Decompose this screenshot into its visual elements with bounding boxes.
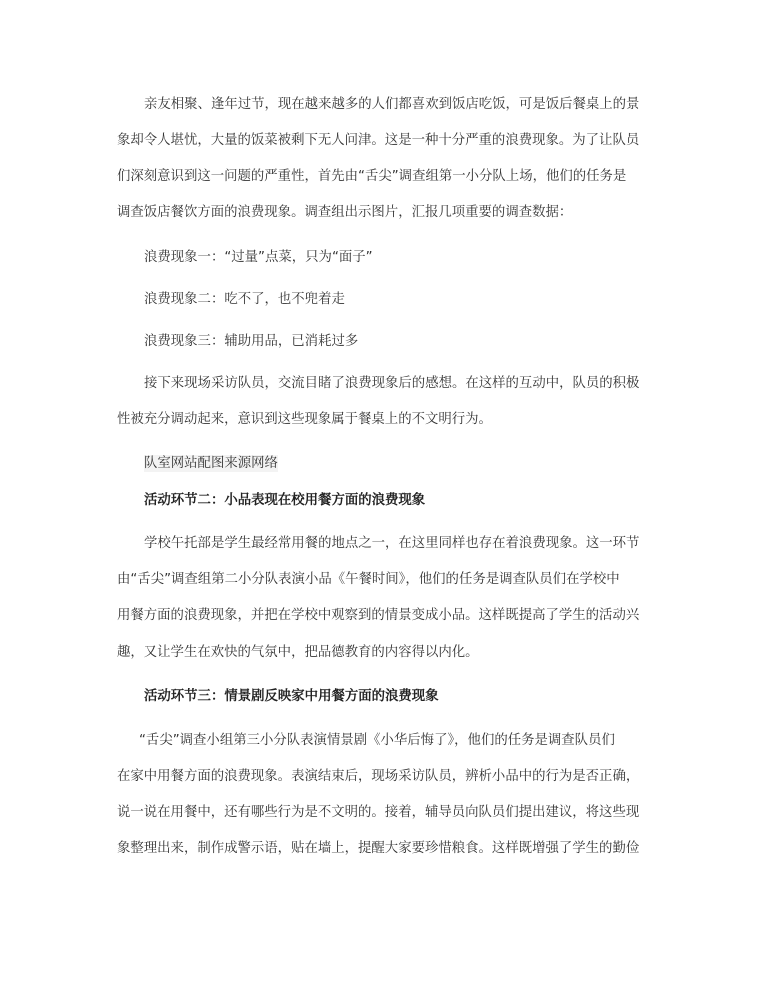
paragraph-line: 由“舌尖”调查组第二小分队表演小品《午餐时间》，他们的任务是调查队员们在学校中 (117, 572, 620, 587)
paragraph-line: 亲友相聚、逢年过节，现在越来越多的人们都喜欢到饭店吃饭，可是饭后餐桌上的景 (144, 97, 640, 112)
paragraph-line: 象整理出来，制作成警示语，贴在墙上，提醒大家要珍惜粮食。这样既增强了学生的勤俭 (117, 841, 640, 856)
paragraph-line: 用餐方面的浪费现象，并把在学校中观察到的情景变成小品。这样既提高了学生的活动兴 (117, 608, 640, 623)
paragraph-line: 学校午托部是学生最经常用餐的地点之一，在这里同样也存在着浪费现象。这一环节 (144, 536, 640, 551)
phenomenon-item: 浪费现象二：吃不了，也不兜着走 (144, 292, 345, 307)
section-heading: 活动环节三：情景剧反映家中用餐方面的浪费现象 (144, 689, 439, 704)
image-caption (144, 455, 689, 473)
paragraph-line: “舌尖”调查小组第三小分队表演情景剧《小华后悔了》，他们的任务是调查队员们 (139, 733, 615, 748)
phenomenon-item: 浪费现象三：辅助用品，已消耗过多 (144, 334, 359, 349)
phenomenon-item: 浪费现象一：“过量”点菜，只为“面子” (144, 250, 373, 265)
paragraph-line: 性被充分调动起来，意识到这些现象属于餐桌上的不文明行为。 (117, 412, 492, 427)
section-heading: 活动环节二：小品表现在校用餐方面的浪费现象 (144, 493, 426, 508)
image-caption-text: 队室网站配图来源网络 (144, 456, 278, 471)
paragraph-line: 在家中用餐方面的浪费现象。表演结束后，现场采访队员，辨析小品中的行为是否正确， (117, 769, 640, 784)
paragraph-line: 象却令人堪忧，大量的饭菜被剩下无人问津。这是一种十分严重的浪费现象。为了让队员 (117, 133, 640, 148)
paragraph-line: 调查饭店餐饮方面的浪费现象。调查组出示图片，汇报几项重要的调查数据： (117, 205, 573, 220)
paragraph-line: 说一说在用餐中，还有哪些行为是不文明的。接着，辅导员向队员们提出建议，将这些现 (117, 805, 640, 820)
paragraph-line: 们深刻意识到这一问题的严重性，首先由“舌尖”调查组第一小分队上场，他们的任务是 (117, 169, 627, 184)
paragraph-line: 接下来现场采访队员，交流目睹了浪费现象后的感想。在这样的互动中，队员的积极 (144, 376, 640, 391)
paragraph-line: 趣，又让学生在欢快的气氛中，把品德教育的内容得以内化。 (117, 645, 479, 660)
